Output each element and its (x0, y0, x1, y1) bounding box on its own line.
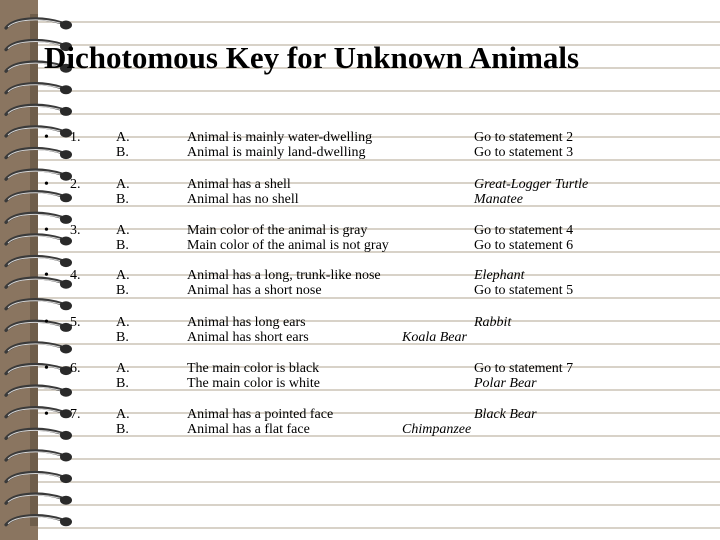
option-b-label: B. (116, 376, 129, 391)
bullet-icon: • (44, 177, 49, 192)
key-statement (0, 315, 720, 349)
option-a-result: Elephant (474, 268, 525, 283)
bullet-icon: • (44, 268, 49, 283)
spiral-ring-icon (6, 516, 72, 527)
option-a-description: The main color is black (187, 361, 320, 376)
statement-number: 6. (70, 361, 81, 376)
option-a-label: A. (116, 268, 130, 283)
option-a-label: A. (116, 223, 130, 238)
option-b-description: Animal has short ears (187, 330, 309, 345)
option-b-label: B. (116, 238, 129, 253)
option-b-result: Go to statement 3 (474, 145, 574, 160)
option-a-description: Animal is mainly water-dwelling (187, 130, 373, 145)
option-a-description: Animal has a long, trunk-like nose (187, 268, 381, 283)
option-a-label: A. (116, 177, 130, 192)
option-b-label: B. (116, 192, 129, 207)
option-a-label: A. (116, 315, 130, 330)
option-a-result: Go to statement 7 (474, 361, 574, 376)
statement-number: 7. (70, 407, 81, 422)
option-a-description: Animal has long ears (187, 315, 306, 330)
option-b-description: Animal has a flat face (187, 422, 310, 437)
option-a-label: A. (116, 361, 130, 376)
option-b-description: Animal is mainly land-dwelling (187, 145, 366, 160)
option-a-label: A. (116, 407, 130, 422)
bullet-icon: • (44, 223, 49, 238)
option-a-description: Main color of the animal is gray (187, 223, 368, 238)
key-statement (0, 407, 720, 441)
option-a-label: A. (116, 130, 130, 145)
option-b-result: Chimpanzee (402, 422, 472, 437)
spiral-ring-icon (6, 19, 72, 30)
option-b-result: Go to statement 6 (474, 238, 574, 253)
option-b-description: Main color of the animal is not gray (187, 238, 389, 253)
spiral-ring-icon (6, 84, 72, 95)
spiral-ring-icon (6, 105, 72, 116)
option-b-label: B. (116, 422, 129, 437)
key-statement (0, 268, 720, 302)
option-b-description: The main color is white (187, 376, 320, 391)
spiral-ring-icon (6, 472, 72, 483)
option-a-description: Animal has a pointed face (187, 407, 334, 422)
key-statement (0, 361, 720, 395)
option-a-description: Animal has a shell (187, 177, 291, 192)
statement-number: 2. (70, 177, 81, 192)
option-b-result: Polar Bear (474, 376, 537, 391)
statement-number: 5. (70, 315, 81, 330)
bullet-icon: • (44, 315, 49, 330)
option-b-label: B. (116, 145, 129, 160)
key-statement (0, 223, 720, 257)
option-a-result: Black Bear (474, 407, 537, 422)
option-a-result: Go to statement 2 (474, 130, 574, 145)
statement-number: 1. (70, 130, 81, 145)
bullet-icon: • (44, 130, 49, 145)
spiral-ring-icon (6, 494, 72, 505)
spiral-ring-icon (6, 451, 72, 462)
spiral-ring-icon (6, 256, 72, 267)
option-b-description: Animal has a short nose (187, 283, 322, 298)
statement-number: 3. (70, 223, 81, 238)
option-a-result: Great-Logger Turtle (474, 177, 589, 192)
option-b-label: B. (116, 283, 129, 298)
key-statement (0, 130, 720, 164)
bullet-icon: • (44, 361, 49, 376)
bullet-icon: • (44, 407, 49, 422)
option-b-result: Go to statement 5 (474, 283, 574, 298)
option-a-result: Go to statement 4 (474, 223, 574, 238)
option-a-result: Rabbit (474, 315, 512, 330)
option-b-result: Koala Bear (402, 330, 467, 345)
key-statement (0, 177, 720, 211)
option-b-description: Animal has no shell (187, 192, 299, 207)
page-title: Dichotomous Key for Unknown Animals (44, 40, 580, 75)
statement-number: 4. (70, 268, 81, 283)
option-b-label: B. (116, 330, 129, 345)
option-b-result: Manatee (474, 192, 523, 207)
